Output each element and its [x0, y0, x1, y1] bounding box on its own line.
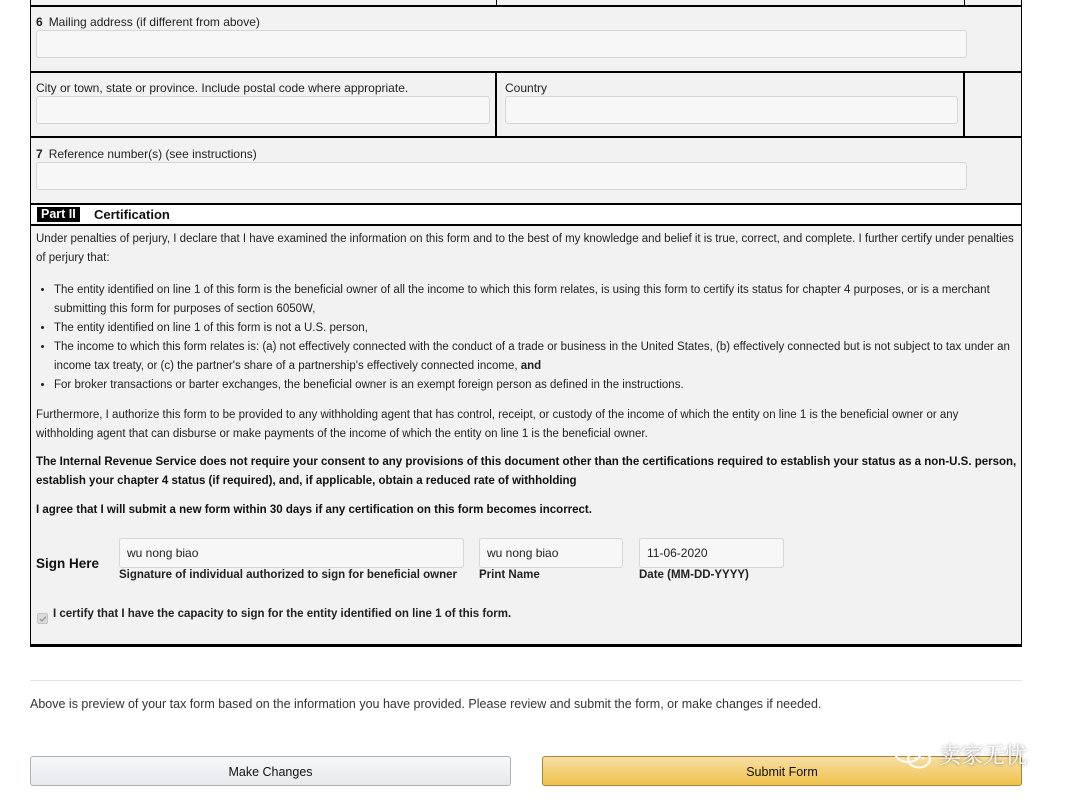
- cell-divider: [963, 72, 965, 137]
- signature-input[interactable]: wu nong biao: [119, 538, 464, 568]
- perjury-intro: Under penalties of perjury, I declare that I have examined the information on this form and to the best of my knowledge and belief it is true, correct, and complete. I further certify under penalties of perjury that:: [36, 233, 1014, 264]
- row-border: [31, 71, 1021, 73]
- reference-number-label: [36, 147, 257, 161]
- checkmark-icon: [39, 615, 47, 623]
- w8-form-preview: [30, 0, 1022, 647]
- country-label: Country: [505, 81, 548, 95]
- watermark: [893, 739, 1027, 770]
- certification-item: • For broker transactions or barter exchanges, the beneficial owner is an exempt foreign person as defined in the instructions.: [54, 376, 1029, 395]
- section-number: 7: [36, 147, 43, 161]
- certification-item-and: and: [520, 360, 542, 372]
- part-ii-header: [31, 203, 1021, 226]
- section-label: Mailing address (if different from above): [48, 15, 260, 29]
- certification-item: • The entity identified on line 1 of this form is the beneficial owner of all the income to which this form relates, is using this form to certify its status for chapter 4 purposes, or is a merchant submitting this form for purposes of section 6050W,: [54, 281, 1029, 319]
- make-changes-button[interactable]: Make Changes: [30, 756, 511, 786]
- date-caption: Date (MM-DD-YYYY): [639, 569, 749, 581]
- section-number: 6: [36, 15, 43, 29]
- section-divider: [30, 680, 1022, 681]
- submit-form-button[interactable]: Submit Form: [542, 756, 1022, 786]
- certification-item-text: The income to which this form relates is: (a) not effectively connected with the conduct of a trade or business in the United States, (b) effectively connected but is not subject to tax under an income tax treaty, or (c) the partner's share of a partnership's effectively connected income,: [54, 341, 1010, 372]
- cell-divider: [495, 72, 497, 137]
- print-name-input[interactable]: wu nong biao: [479, 538, 623, 568]
- reference-number-input[interactable]: [36, 162, 967, 190]
- row-border: [31, 5, 1021, 7]
- part-tag: Part II: [37, 207, 80, 222]
- agreement-statement: I agree that I will submit a new form within 30 days if any certification on this form becomes incorrect.: [36, 504, 592, 516]
- mailing-address-label: [36, 15, 260, 29]
- sign-here-label: Sign Here: [36, 556, 100, 571]
- row-border: [31, 136, 1021, 138]
- authorization-paragraph: Furthermore, I authorize this form to be provided to any withholding agent that has control, receipt, or custody of the income of which the entity on line 1 is the beneficial owner or any withholding agent that can disburse or make payments of the income of which the entity on line 1 is the beneficial owner.: [36, 409, 959, 440]
- print-name-caption: Print Name: [479, 569, 540, 581]
- date-input[interactable]: 11-06-2020: [639, 538, 784, 568]
- signature-caption: Signature of individual authorized to sign for beneficial owner: [119, 569, 457, 581]
- part-title: Certification: [94, 207, 170, 222]
- preview-note: Above is preview of your tax form based on the information you have provided. Please review and submit the form, or make changes if needed.: [30, 697, 822, 711]
- certification-list: [36, 281, 1029, 395]
- wechat-icon: [893, 740, 933, 770]
- section-label: Reference number(s) (see instructions): [48, 147, 257, 161]
- capacity-checkbox[interactable]: [37, 613, 48, 624]
- country-input[interactable]: [505, 96, 958, 124]
- city-label: City or town, state or province. Include postal code where appropriate.: [36, 81, 409, 95]
- mailing-address-input[interactable]: [36, 30, 967, 58]
- certification-item: • The entity identified on line 1 of this form is not a U.S. person,: [54, 319, 1029, 338]
- city-input[interactable]: [36, 96, 490, 124]
- certification-item: [54, 338, 1029, 376]
- capacity-label: I certify that I have the capacity to sign for the entity identified on line 1 of this form.: [53, 608, 512, 620]
- irs-notice: The Internal Revenue Service does not require your consent to any provisions of this document other than the certifications required to establish your status as a non-U.S. person, establish your chapter 4 status (if required), and, if applicable, obtain a reduced rate of withholding: [36, 456, 1017, 487]
- watermark-text: 卖家无忧: [939, 743, 1028, 768]
